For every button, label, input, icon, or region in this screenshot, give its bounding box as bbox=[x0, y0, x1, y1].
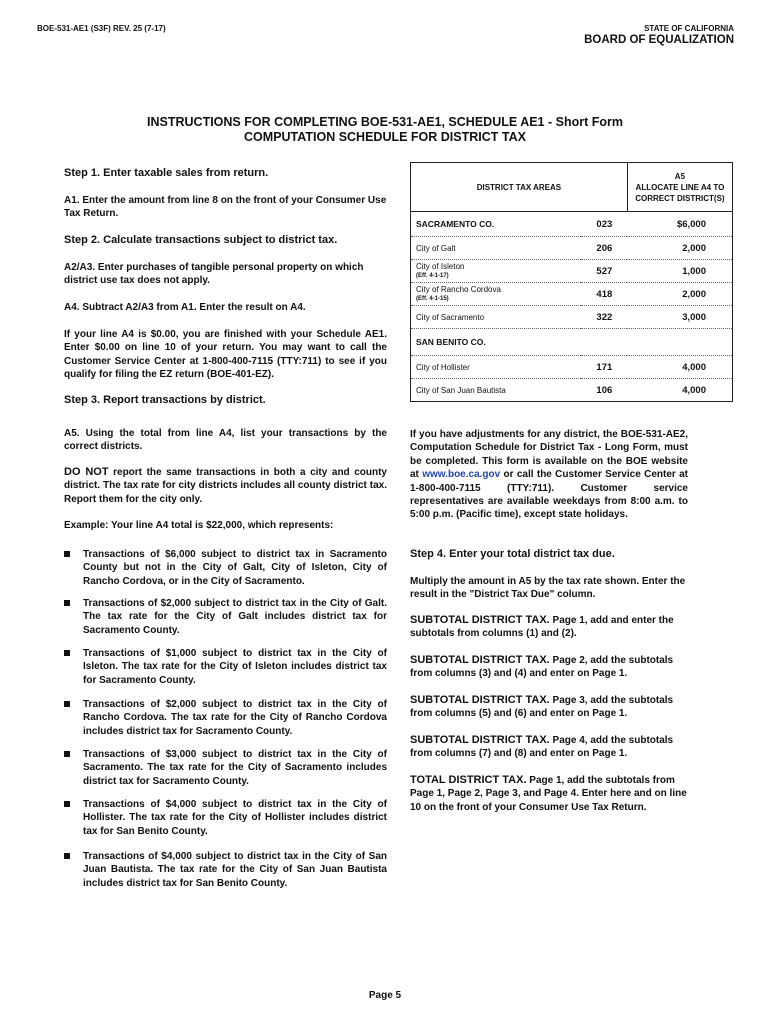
subtotal-page4-text: SUBTOTAL DISTRICT TAX. Page 4, add the subtotals from columns (7) and (8) and enter on Page 1. bbox=[410, 734, 674, 760]
bullet-square-icon bbox=[64, 801, 70, 807]
bullet-square-icon bbox=[64, 650, 70, 656]
adjustments-text: If you have adjustments for any district, the BOE-531-AE2, Computation Schedule for District Tax - Long Form, must be completed. This form is available on the BOE website at www.boe.ca.gov or call the Customer Service Center at 1-800-400-7115 (TTY:711). Customer service representatives are available weekdays from 8:00 a.m. to 5:00 p.m. (Pacific time), except state holidays. bbox=[410, 429, 688, 521]
bullet-item: Transactions of $4,000 subject to district tax in the City of San Juan Bautista. The tax rate for the City of San Juan Bautista includes district tax for San Benito County. bbox=[64, 850, 387, 890]
bullet-item: Transactions of $2,000 subject to district tax in the City of Galt. The tax rate for the City of Galt includes district tax for Sacramento County. bbox=[64, 597, 387, 637]
zero-note: If your line A4 is $0.00, you are finished with your Schedule AE1. Enter $0.00 on line 10 of your return. You may want to call the Customer Service Center at 1-800-400-7115 (TTY:711) to see if you qualify for filing the EZ return (BOE-401-EZ). bbox=[64, 329, 387, 381]
title-line-1: INSTRUCTIONS FOR COMPLETING BOE-531-AE1, SCHEDULE AE1 - Short Form bbox=[147, 115, 623, 129]
col-header-districts: DISTRICT TAX AREAS bbox=[411, 163, 628, 212]
table-header-row bbox=[411, 163, 733, 212]
table-row: City of Galt 206 2,000 bbox=[411, 237, 733, 260]
boe-website-link[interactable]: www.boe.ca.gov bbox=[422, 469, 501, 481]
total-district-tax-text: TOTAL DISTRICT TAX. Page 1, add the subtotals from Page 1, Page 2, Page 3, and Page 4. Enter here and on line 10 on the front of your Consumer Use Tax Return. bbox=[410, 774, 687, 813]
col-header-allocate: A5 ALLOCATE LINE A4 TO CORRECT DISTRICT(S) bbox=[627, 163, 732, 212]
subtotal-page2-text: SUBTOTAL DISTRICT TAX. Page 2, add the subtotals from columns (3) and (4) and enter on Page 1. bbox=[410, 654, 674, 680]
district-tax-table bbox=[410, 162, 733, 402]
bullet-square-icon bbox=[64, 853, 70, 859]
table-row: City of Isleton (Eff. 4-1-17) 527 1,000 bbox=[411, 260, 733, 283]
step3-heading: Step 3. Report transactions by district. bbox=[64, 394, 266, 406]
step1-heading: Step 1. Enter taxable sales from return. bbox=[64, 167, 269, 179]
do-not-text: DO NOT report the same transactions in both a city and county district. The tax rate for city districts includes all county district tax. Report them for the city only. bbox=[64, 466, 387, 505]
bullet-square-icon bbox=[64, 701, 70, 707]
bullet-square-icon bbox=[64, 600, 70, 606]
example-text: Example: Your line A4 total is $22,000, which represents: bbox=[64, 520, 334, 531]
subtotal-page3-text: SUBTOTAL DISTRICT TAX. Page 3, add the subtotals from columns (5) and (6) and enter on Page 1. bbox=[410, 694, 674, 720]
bullet-square-icon bbox=[64, 551, 70, 557]
page-number: Page 5 bbox=[368, 990, 402, 1001]
step2-heading: Step 2. Calculate transactions subject to district tax. bbox=[64, 234, 338, 246]
table-row: City of Rancho Cordova (Eff. 4-1-15) 418 2,000 bbox=[411, 283, 733, 306]
bullet-square-icon bbox=[64, 751, 70, 757]
a4-text: A4. Subtract A2/A3 from A1. Enter the result on A4. bbox=[64, 302, 306, 313]
state-label: STATE OF CALIFORNIA bbox=[644, 24, 734, 33]
page-title bbox=[0, 115, 770, 145]
bullet-item: Transactions of $1,000 subject to district tax in the City of Isleton. The tax rate for the City of Isleton includes district tax for Sacramento County. bbox=[64, 647, 387, 687]
table-row: City of Sacramento 322 3,000 bbox=[411, 306, 733, 329]
table-row: SACRAMENTO CO. 023 $6,000 bbox=[411, 212, 733, 237]
bullet-item: Transactions of $4,000 subject to district tax in the City of Hollister. The tax rate for the City of Hollister includes district tax for San Benito County. bbox=[64, 798, 387, 838]
subtotal-page1-text: SUBTOTAL DISTRICT TAX. Page 1, add and enter the subtotals from columns (1) and (2). bbox=[410, 614, 674, 640]
a1-text: A1. Enter the amount from line 8 on the front of your Consumer Use Tax Return. bbox=[64, 195, 387, 220]
bullet-item: Transactions of $3,000 subject to district tax in the City of Sacramento. The tax rate for the City of Sacramento includes district tax for Sacramento County. bbox=[64, 748, 387, 788]
form-id: BOE-531-AE1 (S3F) REV. 25 (7-17) bbox=[37, 24, 166, 33]
table-row: City of San Juan Bautista 106 4,000 bbox=[411, 379, 733, 402]
a5-text: A5. Using the total from line A4, list your transactions by the correct districts. bbox=[64, 428, 387, 453]
multiply-text: Multiply the amount in A5 by the tax rate shown. Enter the result in the "District Tax Due" column. bbox=[410, 576, 686, 601]
bullet-item: Transactions of $2,000 subject to district tax in the City of Rancho Cordova. The tax rate for the City of Rancho Cordova includes district tax for Sacramento County. bbox=[64, 698, 387, 738]
title-line-2: COMPUTATION SCHEDULE FOR DISTRICT TAX bbox=[244, 130, 526, 144]
table-row: SAN BENITO CO. bbox=[411, 329, 733, 356]
step4-heading: Step 4. Enter your total district tax due. bbox=[410, 548, 615, 560]
bullet-item: Transactions of $6,000 subject to district tax in Sacramento County but not in the City of Galt, City of Isleton, City of Rancho Cordova, or in the City of Sacramento. bbox=[64, 548, 387, 588]
table-row: City of Hollister 171 4,000 bbox=[411, 356, 733, 379]
board-label: BOARD OF EQUALIZATION bbox=[584, 34, 734, 46]
a2a3-text: A2/A3. Enter purchases of tangible personal property on which district use tax does not apply. bbox=[64, 262, 364, 287]
